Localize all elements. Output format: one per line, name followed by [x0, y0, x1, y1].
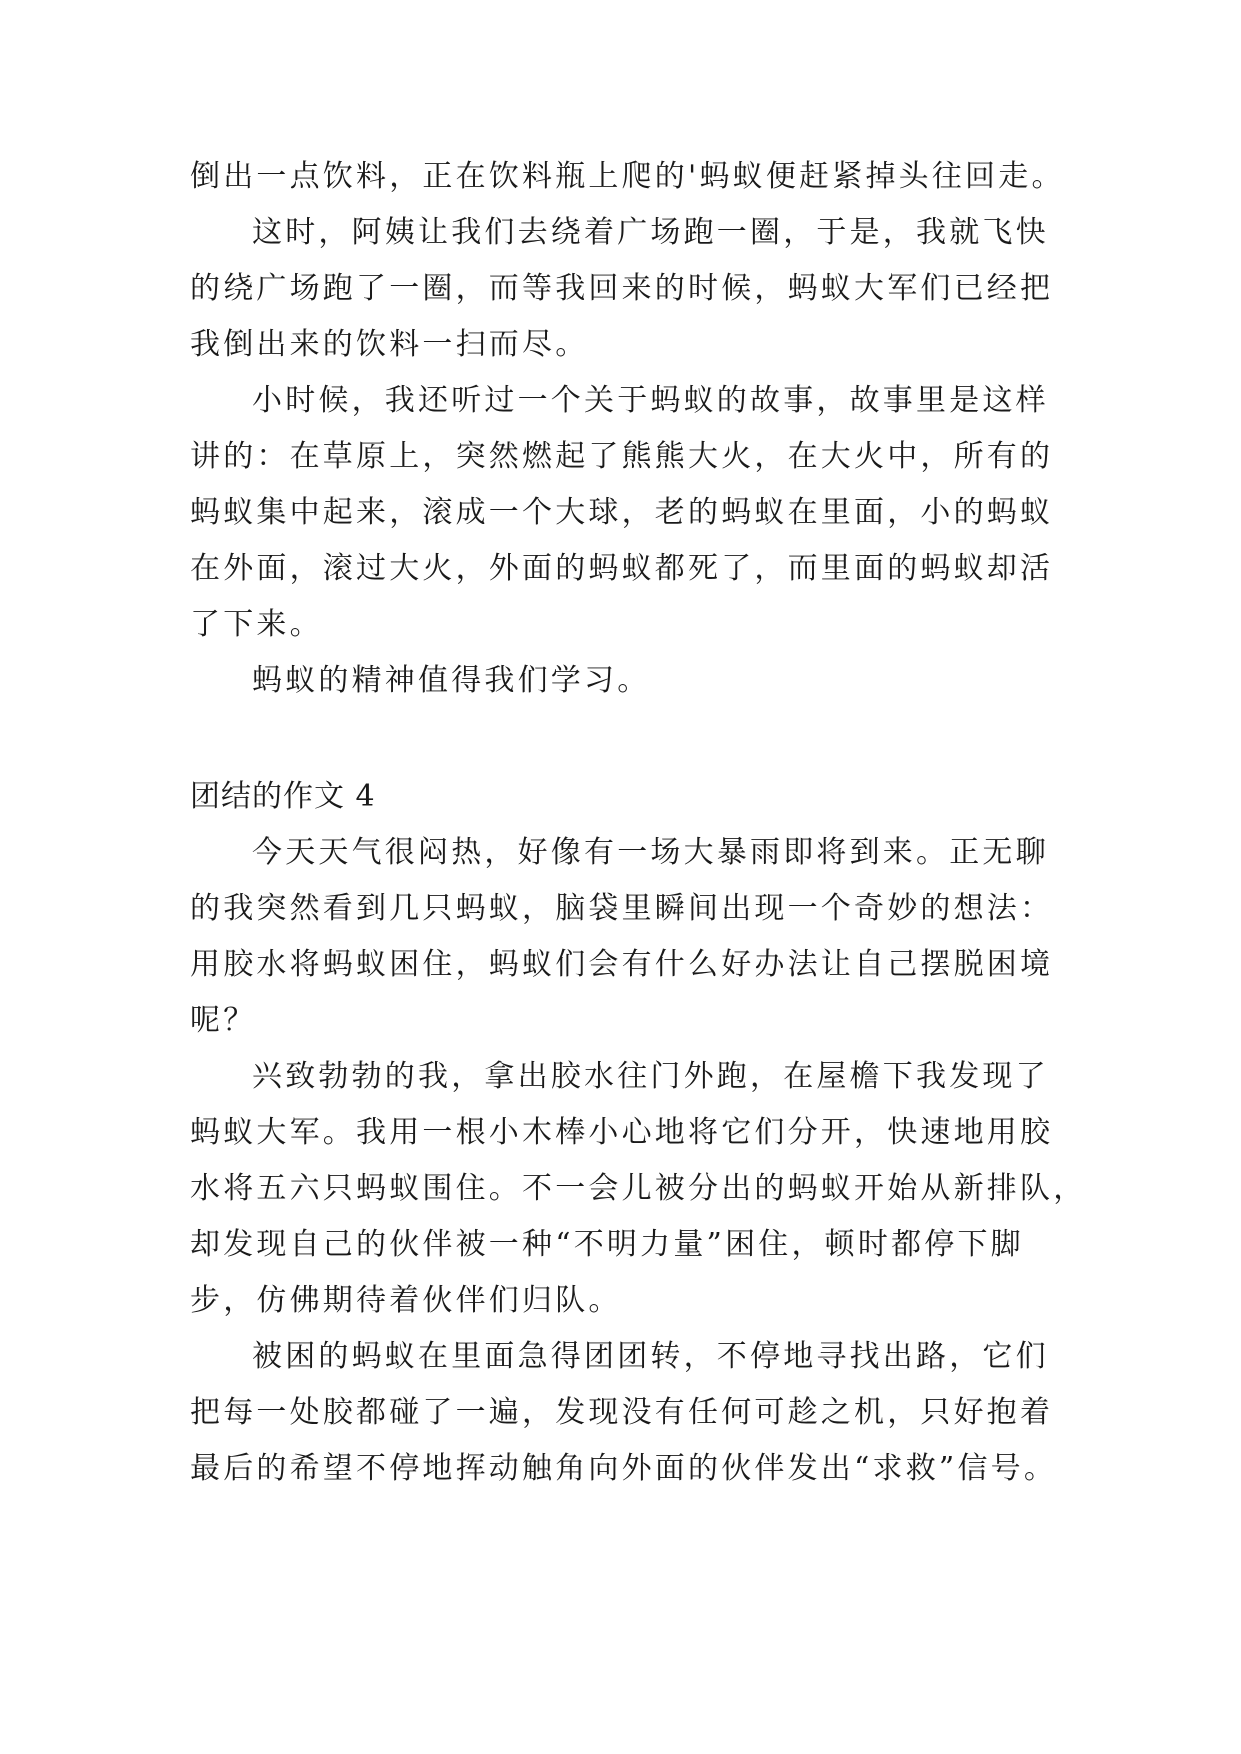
paragraph-line: 今天天气很闷热，好像有一场大暴雨即将到来。正无聊	[252, 835, 1049, 870]
paragraph-line: 这时，阿姨让我们去绕着广场跑一圈，于是，我就飞快	[252, 215, 1049, 250]
paragraph-line: 我倒出来的饮料一扫而尽。	[190, 327, 589, 362]
paragraph-line: 最后的希望不停地挥动触角向外面的伙伴发出“求救”信号。	[190, 1451, 1058, 1486]
paragraph-line: 水将五六只蚂蚁围住。不一会儿被分出的蚂蚁开始从新排队，	[190, 1171, 1087, 1206]
paragraph-line: 讲的：在草原上，突然燃起了熊熊大火，在大火中，所有的	[190, 439, 1054, 474]
paragraph-line: 蚂蚁大军。我用一根小木棒小心地将它们分开，快速地用胶	[190, 1115, 1054, 1150]
section-gap	[190, 716, 1070, 776]
paragraph-line: 小时候，我还听过一个关于蚂蚁的故事，故事里是这样	[252, 383, 1049, 418]
paragraph-line: 的绕广场跑了一圈，而等我回来的时候，蚂蚁大军们已经把	[190, 271, 1054, 306]
paragraph-line: 蚂蚁集中起来，滚成一个大球，老的蚂蚁在里面，小的蚂蚁	[190, 495, 1054, 530]
paragraph-line: 在外面，滚过大火，外面的蚂蚁都死了，而里面的蚂蚁却活	[190, 551, 1054, 586]
paragraph-line: 蚂蚁的精神值得我们学习。	[252, 663, 651, 698]
paragraph-line: 把每一处胶都碰了一遍，发现没有任何可趁之机，只好抱着	[190, 1395, 1054, 1430]
paragraph-line: 用胶水将蚂蚁困住，蚂蚁们会有什么好办法让自己摆脱困境	[190, 947, 1054, 982]
paragraph-line: 被困的蚂蚁在里面急得团团转，不停地寻找出路，它们	[252, 1339, 1049, 1374]
paragraph-line: 了下来。	[190, 607, 323, 642]
paragraph-line: 步，仿佛期待着伙伴们归队。	[190, 1283, 622, 1318]
paragraph-line: 呢？	[190, 1003, 257, 1038]
section-title: 团结的作文 4	[190, 779, 376, 814]
document-body	[190, 156, 1087, 1504]
paragraph-line: 却发现自己的伙伴被一种“不明力量”困住，顿时都停下脚	[190, 1227, 1024, 1262]
paragraph-line: 的我突然看到几只蚂蚁，脑袋里瞬间出现一个奇妙的想法：	[190, 891, 1054, 926]
paragraph-line: 倒出一点饮料，正在饮料瓶上爬的'蚂蚁便赶紧掉头往回走。	[190, 159, 1065, 194]
paragraph-line: 兴致勃勃的我，拿出胶水往门外跑，在屋檐下我发现了	[252, 1059, 1049, 1094]
